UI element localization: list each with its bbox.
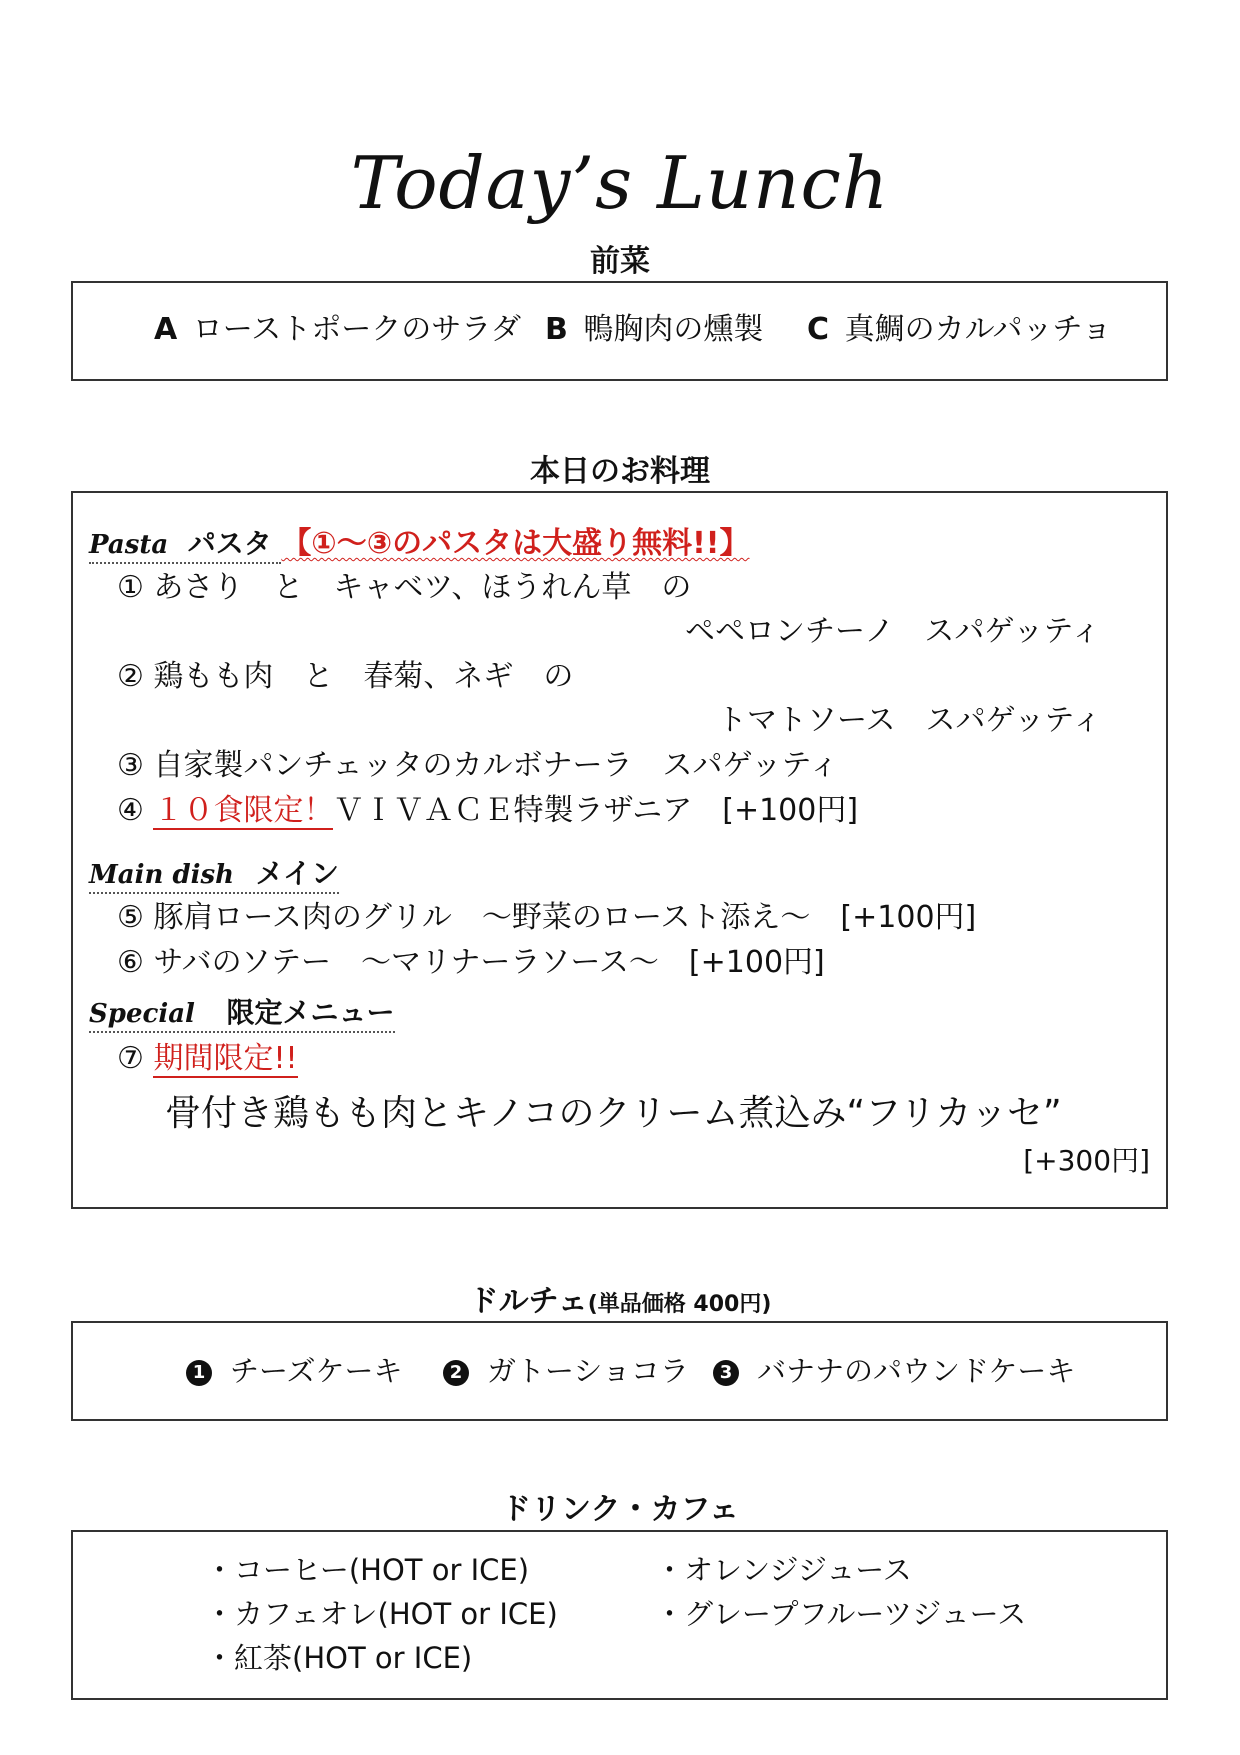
special-label-en: Special — [89, 999, 195, 1029]
pasta-item-4-name: ＶＩＶＡＣＥ特製ラザニア [+100円] — [333, 793, 859, 828]
pasta-item-2-line-1: ② 鶏もも肉 と 春菊、ネギ の — [117, 659, 574, 694]
number-3-icon: 3 — [713, 1360, 739, 1386]
drinks-box — [71, 1530, 1168, 1700]
appetizer-heading: 前菜 — [590, 244, 650, 279]
number-1-icon: 1 — [186, 1360, 212, 1386]
special-item-7: ⑦ 期間限定!! — [117, 1041, 298, 1076]
pasta-item-4: ④ １０食限定！ＶＩＶＡＣＥ特製ラザニア [+100円] — [117, 793, 859, 828]
main-dish-item-5: ⑤ 豚肩ロース肉のグリル ～野菜のロースト添え～ [+100円] — [117, 900, 977, 935]
dolce-item-2: 2 ガトーショコラ — [443, 1351, 689, 1391]
main-dish-category — [89, 854, 339, 895]
drink-coffee: ・コーヒー(HOT or ICE) — [205, 1553, 530, 1587]
special-label-jp: 限定メニュー — [226, 996, 395, 1029]
dolce-item-3: 3 バナナのパウンドケーキ — [713, 1351, 1075, 1391]
drink-grapefruit-juice: ・グレープフルーツジュース — [655, 1597, 1027, 1631]
pasta-item-1-line-1: ① あさり と キャベツ、ほうれん草 の — [117, 570, 692, 605]
drinks-heading: ドリンク・カフェ — [501, 1492, 739, 1527]
special-limited: 期間限定!! — [153, 1041, 298, 1076]
pasta-promo: 【①～③のパスタは大盛り無料!!】 — [281, 526, 750, 561]
dolce-box — [71, 1321, 1168, 1421]
pasta-item-4-limit: １０食限定！ — [153, 793, 334, 828]
special-price: [+300円] — [1023, 1144, 1150, 1177]
number-2-icon: 2 — [443, 1360, 469, 1386]
main-dish-item-6: ⑥ サバのソテー ～マリナーラソース～ [+100円] — [117, 945, 825, 980]
pasta-label-jp: パスタ — [187, 527, 272, 560]
special-dish: 骨付き鶏もも肉とキノコのクリーム煮込み“フリカッセ” — [165, 1093, 1062, 1134]
drink-tea: ・紅茶(HOT or ICE) — [205, 1641, 473, 1675]
pasta-item-1-line-2: ペペロンチーノ スパゲッティ — [685, 614, 1101, 649]
pasta-item-3: ③ 自家製パンチェッタのカルボナーラ スパゲッティ — [117, 748, 839, 783]
page-title: Today’s Lunch — [350, 141, 890, 225]
main-dish-label-en: Main dish — [89, 860, 235, 890]
pasta-label-en: Pasta — [89, 530, 169, 560]
pasta-item-2-line-2: トマトソース スパゲッティ — [717, 703, 1102, 738]
drink-cafe-au-lait: ・カフェオレ(HOT or ICE) — [205, 1597, 558, 1631]
appetizer-item-c: C 真鯛のカルパッチョ — [807, 312, 1112, 347]
main-heading: 本日のお料理 — [530, 454, 710, 489]
main-dish-label-jp: メイン — [255, 857, 340, 890]
appetizer-item-b: B 鴨胸肉の燻製 — [545, 312, 764, 347]
appetizer-item-a: A ローストポークのサラダ — [154, 312, 521, 347]
special-category — [89, 993, 395, 1034]
pasta-category — [89, 524, 749, 565]
appetizer-box — [71, 281, 1168, 381]
dolce-heading: ドルチェ(単品価格 400円) — [468, 1284, 772, 1319]
dolce-item-1: 1 チーズケーキ — [186, 1351, 403, 1391]
dolce-price-note: (単品価格 400円) — [587, 1292, 772, 1317]
main-box — [71, 491, 1168, 1209]
drink-orange-juice: ・オレンジジュース — [655, 1553, 912, 1587]
